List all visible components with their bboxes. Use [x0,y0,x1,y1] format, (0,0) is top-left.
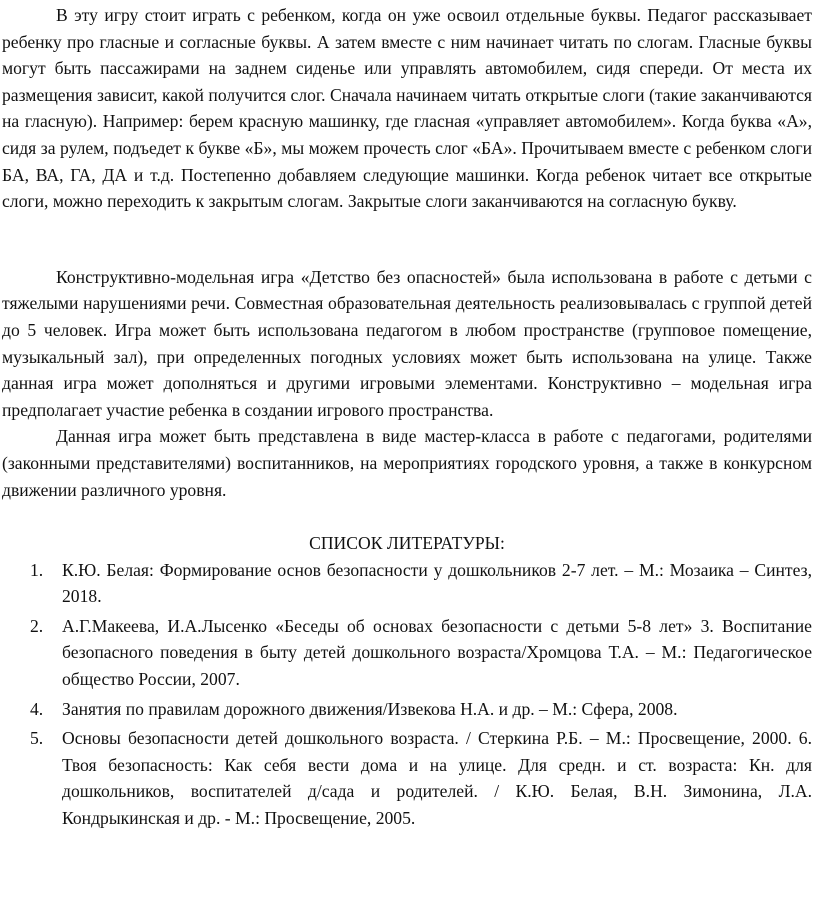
spacer [2,215,812,242]
spacer [2,242,812,264]
reference-text: А.Г.Макеева, И.А.Лысенко «Беседы об основах безопасности с детьми 5-8 лет» 3. Воспитание безопасного поведения в быту детей дошкольного возраста/Хромцова Т.А. – М.: Педагогическое общество России, 2007. [62,615,812,690]
references-title: СПИСОК ЛИТЕРАТУРЫ: [309,533,505,554]
paragraph-game-usage: Конструктивно-модельная игра «Детство без опасностей» была использована в работе с детьми с тяжелыми нарушениями речи. Совместная образовательная деятельность реализовывалась с группой детей до 5 человек. Игра может быть использована педагогом в любом пространстве (групповое помещение, музыкальный зал), при определенных погодных условиях может быть использована на улице. Также данная игра может дополняться и другими игровыми элементами. Конструктивно – модельная игра предполагает участие ребенка в создании игрового пространства. [2,266,812,420]
spacer [2,503,812,530]
reference-number: 2. [30,615,44,636]
paragraph-master-class: Данная игра может быть представлена в виде мастер-класса в работе с педагогами, родителями (законными представителями) воспитанников, на мероприятиях городского уровня, а также в конкурсном движении различного уровня. [2,426,812,500]
reference-item [2,613,812,693]
reference-text: Основы безопасности детей дошкольного возраста. / Стеркина Р.Б. – М.: Просвещение, 2000. 6. Твоя безопасность: Как себя вести дома и на улице. Для средн. и ст. возраста: Кн. для дошкольников, воспитателей д/сада и родителей. / К.Ю. Белая, В.Н. Зимонина, Л.А. Кондрыкинская и др. - М.: Просвещение, 2005. [62,728,812,829]
reference-item [2,557,812,610]
reference-number: 1. [30,559,44,580]
reference-number: 4. [30,698,44,719]
reference-number: 5. [30,728,44,749]
paragraph-reading-syllables: В эту игру стоит играть с ребенком, когда он уже освоил отдельные буквы. Педагог рассказывает ребенку про гласные и согласные буквы. А затем вместе с ним начинает читать по слогам. Гласные буквы могут быть пассажирами на заднем сиденье или управлять автомобилем, сидя спереди. От места их размещения зависит, какой получится слог. Сначала начинаем читать открытые слоги (такие заканчиваются на гласную). Например: берем красную машинку, где гласная «управляет автомобилем». Когда буква «А», сидя за рулем, подъедет к букве «Б», мы можем прочесть слог «БА». Прочитываем вместе с ребенком слоги БА, ВА, ГА, ДА и т.д. Постепенно добавляем следующие машинки. Когда ребенок читает все открытые слоги, можно переходить к закрытым слогам. Закрытые слоги заканчиваются на согласную букву. [2,5,812,212]
reference-text: К.Ю. Белая: Формирование основ безопасности у дошкольников 2-7 лет. – М.: Мозаика – Синтез, 2018. [62,559,812,607]
reference-item [2,696,812,723]
reference-item [2,725,812,831]
reference-text: Занятия по правилам дорожного движения/Извекова Н.А. и др. – М.: Сфера, 2008. [62,698,678,719]
references-list [2,557,812,832]
